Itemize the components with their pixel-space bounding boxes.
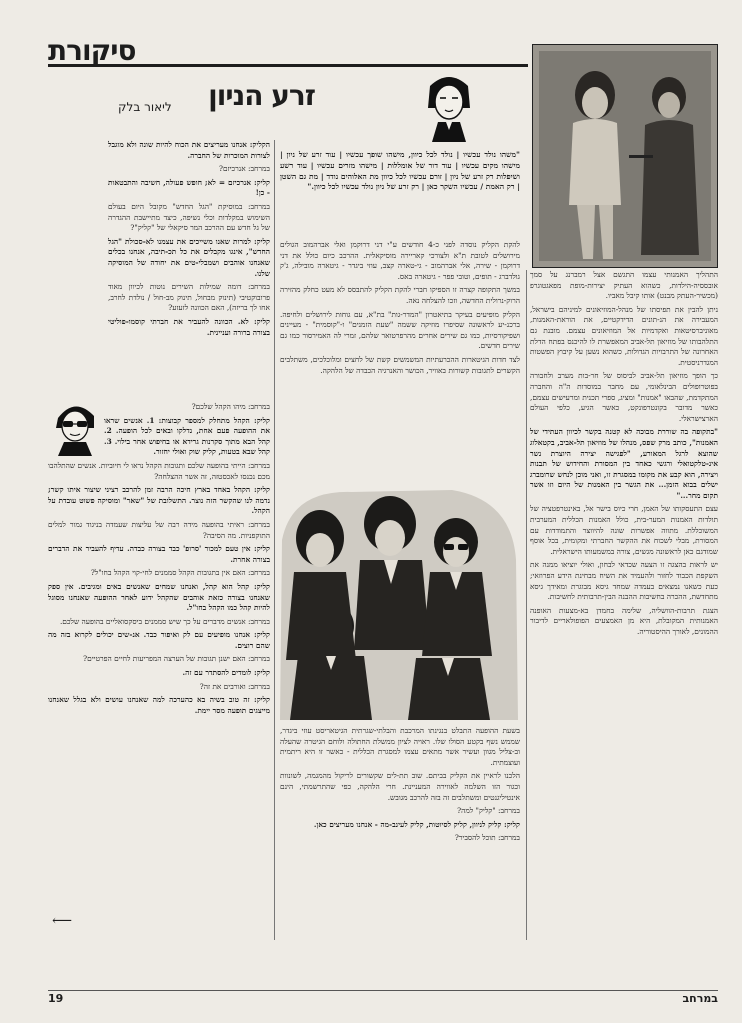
paragraph: לצד חדות הגיטארות ההכרעתיות המשמשים קשת של לחצים ומלוכלכים, משתלבים הקשרים לתגובות קשורות באוויר, הכושר והאנרגיה הכבדה של הלהקה. bbox=[280, 354, 520, 375]
paragraph: יש לראות בהצגה זו הצעה שכדאי לבחון, ואולי יוציאו ממנה את השקפת הכבוד לחזור ולהעמיד את השיח מבחינת הידע הפרוזאי; כעת כשאנו נמצאים בעמדה שמחד גיסא מבוגרת ומאידך גיסא מתחדשת, ההכרה בחשיבות ההבנה הבין-תרבותית לחשיבות. bbox=[530, 560, 718, 602]
paragraph: במרחב: הייתי בהופעה שלכם ותגובות הקהל נראו לי חיוביות. אנשים שהתלהבו מכם נכנסו לאכסטזה, זה אשר ההצלחה? bbox=[48, 460, 270, 481]
paragraph: קליק: אנחנו מופיעים עם לק ואיפור כבד. אנ-שים יכולים לקרוא בזה מה שהם רוצים. bbox=[48, 630, 270, 650]
article-headline: זרע הניון bbox=[208, 79, 315, 112]
column-divider bbox=[274, 140, 275, 940]
section-title: סיקורת bbox=[48, 34, 136, 67]
portrait-illustration bbox=[418, 72, 480, 142]
paragraph: קליק: לא. הכוונה להעביר את חברתי קוסמו-פוליטי בצורה ברורה ועניינית. bbox=[108, 316, 270, 337]
paragraph: להקת הקליק נוסדה לפני כ-4 חודשים ע"י דני דרוקמן ואלי אברהמוב הגולים מירושלים לטובת ת"א ולצורכי קאריירה מוסיקאלית. ההרכב כיום כולל את דני דרוקמן - שירה, אלי אברהמוב - גי-טארה קצב, עוזי ביגדר - גיטארה מובילה, ג'ק גולדברג - תופים, וטובי פפר - גיטארה באס. bbox=[280, 240, 520, 281]
paragraph: במרחב: דומה שמילות השירים נוטות לכיוון מאוד פרובוקטיבי (תינוק מבחול, תינוק מב-חול / נולדת לחרב, אחו לך בריזה), האם הכוונה לזעזע? bbox=[108, 282, 270, 313]
paragraph: במרחב: תוכל להסביר? bbox=[454, 833, 520, 843]
continue-arrow-icon: ⟵ bbox=[52, 913, 73, 929]
paragraph: קליק: הקהל מתחלק למספר קבוצות: 1. אנשים שראו את ההופעה פעם אחת, נדלקו ובאים לכל הופעה. 2. קהל הבא מתוך סקרנות גרידא או בחיפוש אחר בילוי. 3. קהל שבא בטעות, קליק שוק ואולי יחזור. bbox=[104, 415, 270, 457]
paragraph: במרחב: האם ישנן תגובות של הערצה המפריעות לחיים הפרטיים? bbox=[83, 654, 270, 664]
paragraph: קליק: קהל הוא קהל, ואנחנו שמחים שאנשים באים ומגיבים. אין ספק שאנחנו בצורה כזאת אוהבים שהקהל ידוע לאחר ההופעה שאנחנו מסוגל להיות קהל כמו הקהל בחו"ל. bbox=[48, 581, 270, 613]
paragraph: קליק: לומדים להסתדר עם זה. bbox=[182, 668, 270, 678]
lyrics-caption: "משהו נולד עכשיו | נולד לכל כיוון, מישהו שופך עכשיו | עוד זרע של ניון | מישהו מקים עכשיו | עוד דור של אומללות | מישהו מזרים עכשיו | עוד רשע ושיפלות רק זרע של ניון | זורם עכשיו לכל כיוון מת האלוהים נודד | מת גם השטן | רק האמת / עכשיו השקר כאן | רק זרע של ניון נולד עכשיו לכל כיוון." bbox=[280, 150, 520, 192]
paragraph: ניתן להבין את תפיסתו של מנהל-המוזיאונים למיניהם בישראל, המעבירה את הנ-תונים הדידקטיים, את הוראת-האמנות, מאוניברסיטאות ואקדמיות אל המוזיאונים עצמם. מובנת גם התלהבותו של מוזיאון תל-אביב המאפשרת לו להיכנס בפתח הדלת האחרונה של התרבויות הגדולות, כשהוא נשען על קיבוץ הפשטות המגדרניסטית. bbox=[530, 304, 718, 367]
page-number: 19 bbox=[48, 992, 64, 1005]
article-byline: ליאור בלק bbox=[118, 100, 172, 114]
paragraph: קליק: למרות שאנו משייכים את עצמנו לא-סכולת "הגל החדש", אינגו מקבלים את כל תכ-תיבה, אנחנו בכלים שאנחנו אוהבים ושמבלי-טים את יחודה של המוסיקה שלנו. bbox=[108, 236, 270, 278]
column-middle bbox=[280, 240, 520, 476]
column-left-lower bbox=[48, 402, 270, 910]
paragraph: הקליק: אנחנו מעריצים את הכוח להיות שונה ולא מוגבל לצורות המוכרות של החברה. bbox=[108, 140, 270, 160]
publication-name: במרחב bbox=[682, 992, 718, 1005]
paragraph: במרחב: ראיתי בהופעה מידה רבה של עליצות שעמדה בניגוד גמור למלים התוקפניות. מה הסיבה? bbox=[48, 519, 270, 540]
paragraph: הקליק מופיעים בעיקר בתיאטרון "המדר-גות" בת"א, עם גוחות לירושלים ולחיפה. ברכנ-יע לראשונה שסיפרו מוזיקה ששמה "שעת הזמנים" ו-"קוסמית" - מעיינים ושפיקורסיות, כמו גם שירים אחרים מהרפרטואר שלהם, זמרי לה האמירסור כמו גם שירים חדשים. bbox=[280, 309, 520, 351]
paragraph: במרחב: "קליק" למה? bbox=[457, 806, 520, 816]
paragraph: בשעת ההופעה התבלט בנגינתו המרכבת והבלתי-שגרתית הגיטאריסט עוזי ביגדר, שממש נשף בקטע הסולו שלו. ראויה לציון ממשלת החתולה ולוחם הגיטרה שהעלה וב-צליל מגוון ועשיר אשר מתאים עצמו למסגרת הכללית - כאשר זו היא ריתמית ועוצמתית. bbox=[280, 726, 520, 767]
bottom-rule bbox=[48, 990, 718, 991]
paragraph: במרחב: האם אין בתגובות הקהל סממנים לחי-קוי הקהל בחו"ל? bbox=[90, 568, 270, 578]
paragraph: קליק: קליק לניוון, קליק לסיוטות, קליק לעינב-מה - אנחנו מעריצים כאן. bbox=[313, 819, 520, 829]
painting-photo bbox=[532, 44, 718, 268]
paragraph: קליק: זה טוב בשיה בא כהערכה למה שאנחנו עושים ולא בגלל שאנחנו מייצגים תופעה מסר יימת. bbox=[48, 695, 270, 715]
paragraph: עצם התעסקותו של האמן, חרי כיוס בישר אל, באינטרפטציה של תולדות האמנות המער-בית, כולל האמנות הכללית המערבית המשוכללת. מתווה אפשרות שונה להיווצר והתמודדות עם המסורת, מבלי לשכוח את ההקשר החברתי ומקומית, בכל אוסף שמודגם כאן לראשונה מגשים, צורה במשמעותו הישראלית. bbox=[530, 504, 718, 556]
paragraph: במרחב: אנרכיזם? bbox=[218, 164, 270, 174]
column-left bbox=[108, 140, 270, 400]
paragraph: קליק: אנרכיזם = לא; חופש פעולה, חשיבה והתבטאות - כן! bbox=[108, 177, 270, 198]
paragraph: קליק: אין טעם למכור 'סרופ' כבד בצורה כבדה. עדיף להעביר את הדברים בצורה אחרת. bbox=[48, 544, 270, 564]
paragraph: במרחב: ואורבים את זה? bbox=[199, 681, 270, 691]
paragraph: קליק: הקהל באחד בארץ חיכה הרבה זמן להרכב רציני שיצור איתו קשר; נדמה לנו שהקשר הזה נוצר. התשלובת של "שאר" ומוסיקה פשוט עובדת על הקהל. bbox=[48, 485, 270, 516]
paragraph: במשך התקופה קצרה זו הספיקו חברי להקת הקליק להתבסס לא מעט כחלק מהזירה הרוק-נרולית החדשה, וזכו להצלחה נאה. bbox=[280, 285, 520, 305]
paragraph: במרחב: מיהו הקהל שלכם? bbox=[191, 402, 270, 411]
band-photo bbox=[272, 480, 524, 720]
paragraph: כך הופך מוזיאון תל-אביב לביסוס של חר-בות מערב ולחבורה בפוטרופולים הבינלאומי, עם מחבר במוסדות ה"ה והחברה המתקדמת, שהבאו "אמנות" ומציג, ספרי תכנית ומרעישים עצמם, כאשר מדובר בקונטרפונקט, כאשר הגיע, כלפי העולם הארצישראלי. bbox=[530, 371, 718, 423]
pull-quote: "בתקופה בה שוררת מבוכה לא קטנה בקשר לכיוון העתידי של האמנות", כותב מרק שפס, מנהלו של מוזיאון תל-אביב, בקטאלוג שהוצא לרגל המאורע, "לפגישה יצירה היוצרת נשר אינ-טלקטואלי ורגשי כאחד בין המסורת והחידוש של תבנות ויצירה, הוא קבע את מקומו במסגרת זו, ואני מוכן לנחש שרומברג ישלים בבוא הזמן... את הגשר בין האמנות של היום וזו אשר תקום מחר..." bbox=[530, 427, 718, 500]
paragraph: הצגת תרבות-הוושליה, שלימה בחמדן בא-מצעות האופנה האמנותית המקובלת, היא מן האמצעים הפופולאריים לדיבור ההמונים, לאורך ההיסטוריה. bbox=[530, 605, 718, 636]
paragraph: במרחב: במוסיקת "הגל החדש" מקובל היום בעולם השימוש במקלדות וכלי נשיפה, כיצד מתיישבת ההגדרה של גל חדש עם ההרכב המר סיקאלי של "קליק"? bbox=[108, 201, 270, 233]
paragraph: הלכנו לראיין את הקליק בביתם. שוב תת-לים שקשורים לריקול מהמגמה, לשונוות וכגור הזו השלמה לאווירה המעניינת. חרי הלהקה, כפי שהתרשמתי, הינם אינטיליגנטים ומשתלבים זה בזה להרכב מגובש. bbox=[280, 771, 520, 802]
paragraph: במרחב: אנשים מדברים על כך שיש סממנים ביסקסואליים בהופעה שלכם. bbox=[59, 616, 270, 626]
paragraph: התהליך האמנותי עצמו התגשם אצל רמברנג על סמך אובססיה-הילדות, כשהוא העתיק יצירות-מופת מפאגטוגרפ (מכשיר-העתק מבנט) אותו קיבל מאביו. bbox=[530, 270, 718, 301]
column-right bbox=[530, 270, 718, 950]
column-middle-lower bbox=[280, 726, 520, 936]
column-divider bbox=[526, 270, 527, 940]
